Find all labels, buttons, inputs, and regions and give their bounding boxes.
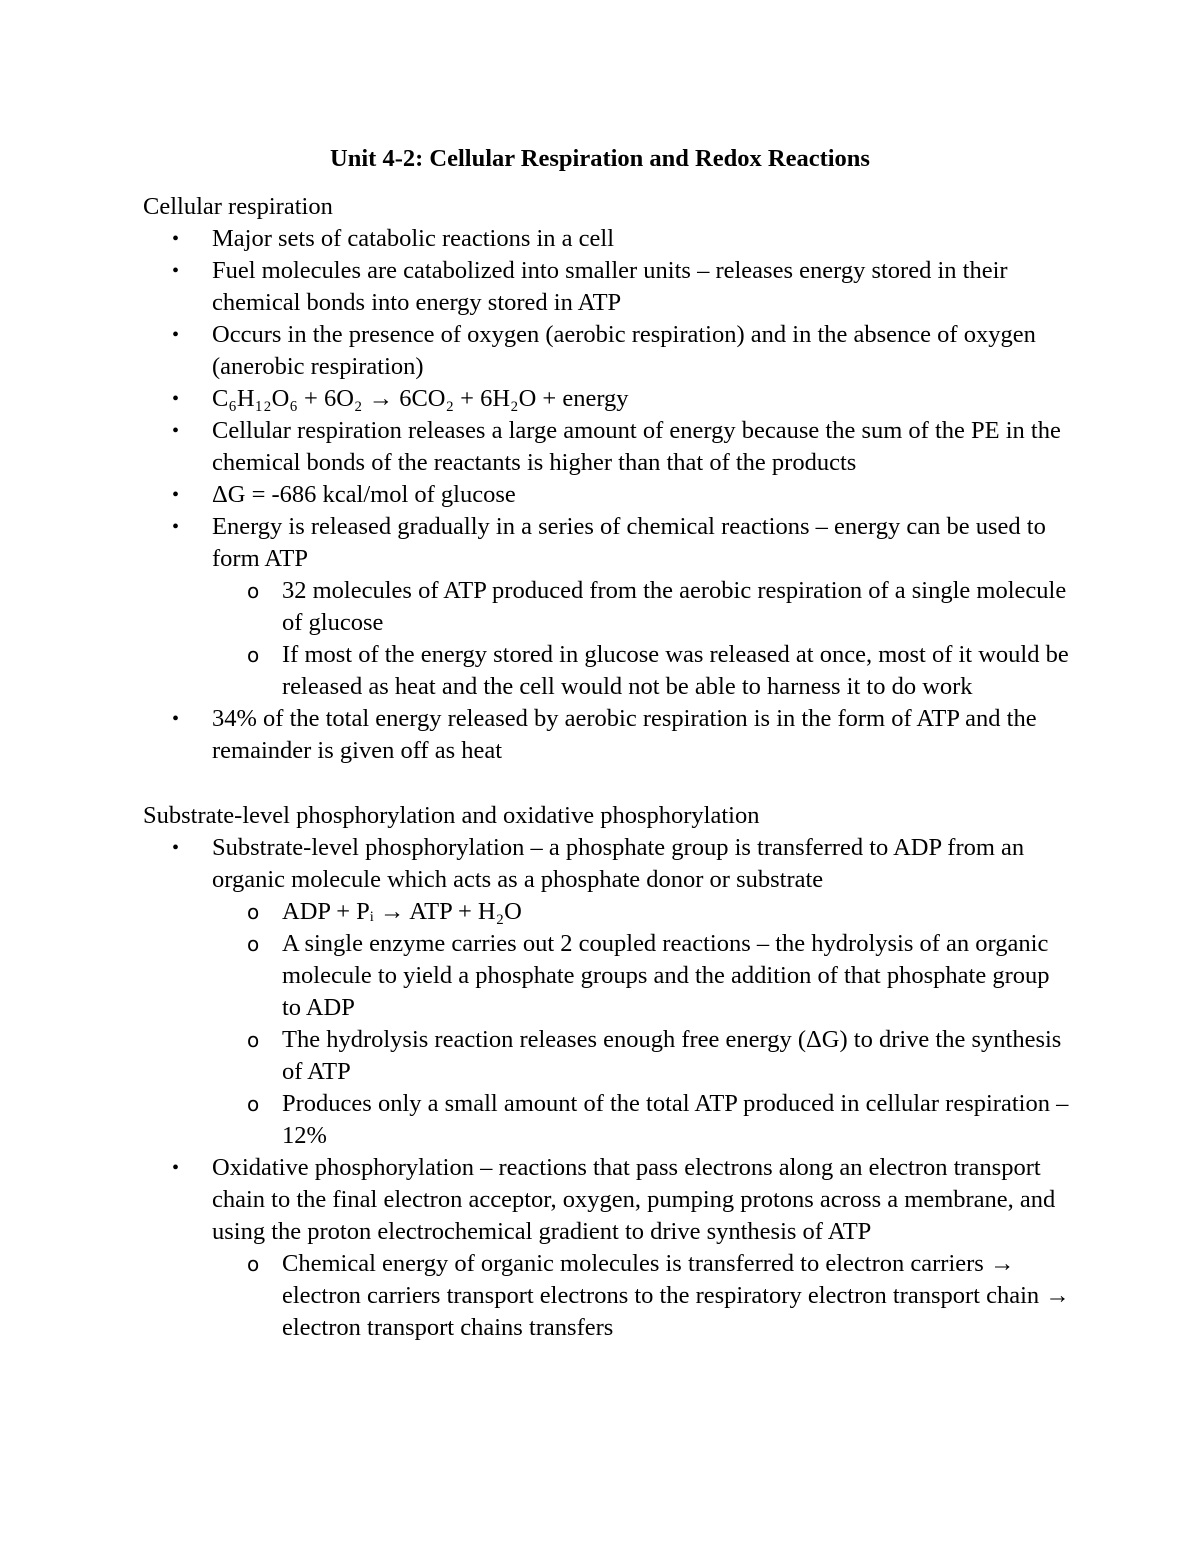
sub-bullet-icon: o: [247, 1092, 260, 1116]
section-cellular-respiration: [143, 191, 1073, 1344]
bullet-list: [143, 223, 1073, 767]
list-item: • Substrate-level phosphorylation – a phosphate group is transferred to ADP from an organic molecule which acts as a phosphate donor or substrate o ADP + Pᵢ → ATP + H₂O o A single enzyme carries out 2 coupled reactions – the hydrolysis of an organic molecule to yield a phosphate groups and the addition of that phosphate group to ADP o The hydrolysis reaction releases enough free energy (ΔG) to drive the synthesis of ATP o Produces only a small amount of the total ATP produced in cellular respiration – 12%: [143, 832, 1073, 1152]
sub-bullet-icon: o: [247, 1028, 260, 1052]
section-heading: Cellular respiration: [143, 193, 333, 220]
list-item: • Oxidative phosphorylation – reactions that pass electrons along an electron transport chain to the final electron acceptor, oxygen, pumping protons across a membrane, and using the proton electrochemical gradient to drive synthesis of ATP o Chemical energy of organic molecules is transferred to electron carriers → electron carriers transport electrons to the respiratory electron transport chain → electron transport chains transfers: [143, 1152, 1073, 1344]
sub-bullet-list: [212, 575, 1073, 703]
sub-bullet-icon: o: [247, 579, 260, 603]
list-item: • Fuel molecules are catabolized into smaller units – releases energy stored in their chemical bonds into energy stored in ATP: [172, 257, 1008, 316]
list-item: • Occurs in the presence of oxygen (aerobic respiration) and in the absence of oxygen (anerobic respiration): [172, 321, 1036, 380]
bullet-list: [143, 832, 1073, 1344]
spacer: [143, 767, 1073, 800]
sub-bullet-icon: o: [247, 900, 260, 924]
list-item: • Major sets of catabolic reactions in a cell: [143, 223, 1073, 255]
bullet-icon: •: [172, 228, 180, 250]
list-item: • Cellular respiration releases a large amount of energy because the sum of the PE in the chemical bonds of the reactants is higher than that of the products: [172, 417, 1061, 476]
list-item: • 34% of the total energy released by aerobic respiration is in the form of ATP and the remainder is given off as heat: [172, 705, 1037, 764]
sub-list-item: o Produces only a small amount of the total ATP produced in cellular respiration – 12%: [247, 1090, 1069, 1149]
sub-list-item: o Chemical energy of organic molecules is transferred to electron carriers → electron carriers transport electrons to the respiratory electron transport chain → electron transport chains transfers: [247, 1250, 1070, 1341]
bullet-icon: •: [172, 837, 180, 859]
sub-list-item: o A single enzyme carries out 2 coupled reactions – the hydrolysis of an organic molecule to yield a phosphate groups and the addition of that phosphate group to ADP: [247, 930, 1050, 1021]
sub-list-item: o The hydrolysis reaction releases enough free energy (ΔG) to drive the synthesis of ATP: [247, 1026, 1062, 1085]
sub-list-item: o If most of the energy stored in glucose was released at once, most of it would be released as heat and the cell would not be able to harness it to do work: [247, 641, 1069, 700]
bullet-icon: •: [172, 388, 180, 410]
bullet-icon: •: [172, 324, 180, 346]
section-heading: Substrate-level phosphorylation and oxidative phosphorylation: [143, 802, 760, 829]
sub-bullet-icon: o: [247, 932, 260, 956]
bullet-icon: •: [172, 420, 180, 442]
sub-bullet-list: [212, 896, 1073, 1152]
sub-bullet-icon: o: [247, 1252, 260, 1276]
bullet-icon: •: [172, 260, 180, 282]
sub-bullet-icon: o: [247, 643, 260, 667]
bullet-icon: •: [172, 484, 180, 506]
bullet-icon: •: [172, 1157, 180, 1179]
bullet-icon: •: [172, 708, 180, 730]
bullet-icon: •: [172, 516, 180, 538]
list-item: • Energy is released gradually in a series of chemical reactions – energy can be used to form ATP o 32 molecules of ATP produced from the aerobic respiration of a single molecule of glucose o If most of the energy stored in glucose was released at once, most of it would be released as heat and the cell would not be able to harness it to do work: [143, 511, 1073, 703]
list-item: • C₆H₁₂O₆ + 6O₂ → 6CO₂ + 6H₂O + energy: [143, 383, 1073, 415]
list-item: • ΔG = -686 kcal/mol of glucose: [143, 479, 1073, 511]
sub-bullet-list: [212, 1248, 1073, 1344]
sub-list-item: o ADP + Pᵢ → ATP + H₂O: [212, 896, 1073, 928]
sub-list-item: o 32 molecules of ATP produced from the aerobic respiration of a single molecule of glucose: [247, 577, 1067, 636]
page-title: Unit 4-2: Cellular Respiration and Redox Reactions: [330, 145, 870, 172]
